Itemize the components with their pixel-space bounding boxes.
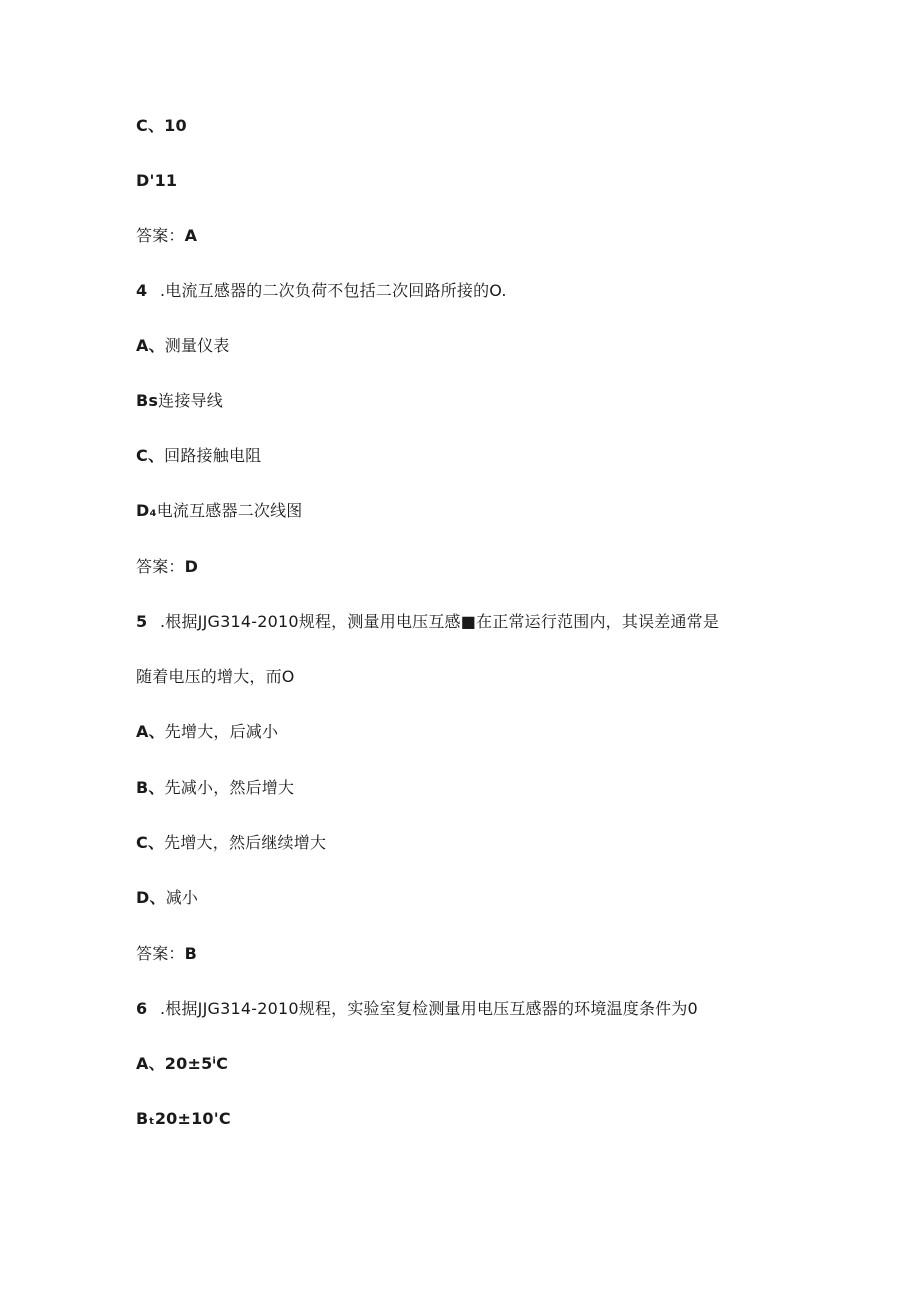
answer-line (136, 557, 198, 577)
question-4 (136, 281, 507, 301)
option-text: 先增大，后减小 (164, 722, 279, 741)
question-text: 随着电压的增大，而O (136, 667, 295, 686)
option-label: D' (136, 171, 155, 190)
answer-line (136, 944, 197, 964)
question-text: .根据JJG314-2010规程，测量用电压互感■在正常运行范围内，其误差通常是 (160, 612, 720, 631)
question-5 (136, 612, 719, 632)
option-b-line (136, 1109, 231, 1129)
answer-value: A (184, 226, 198, 245)
answer-value: B (184, 944, 198, 963)
option-label: C、 (136, 116, 165, 135)
question-5-continuation (136, 667, 295, 687)
option-label: C、 (136, 833, 165, 852)
option-label: C、 (136, 446, 165, 465)
option-label: A、 (136, 722, 165, 741)
option-text: 回路接触电阻 (164, 446, 262, 465)
option-text: 电流互感器二次线图 (156, 501, 303, 520)
option-c-line (136, 116, 187, 136)
option-label: A、 (136, 1054, 165, 1073)
option-label: A、 (136, 336, 165, 355)
option-label: D₄ (136, 501, 157, 520)
option-text: 先减小，然后增大 (164, 778, 295, 797)
question-6 (136, 999, 698, 1019)
option-d-line (136, 501, 303, 521)
option-text: 先增大，然后继续增大 (164, 833, 327, 852)
answer-label: 答案： (136, 226, 185, 245)
option-text: 连接导线 (158, 391, 223, 410)
question-text: .电流互感器的二次负荷不包括二次回路所接的O. (160, 281, 507, 300)
option-label: D、 (136, 888, 166, 907)
option-text: 10 (164, 116, 187, 135)
question-number: 6 (136, 999, 148, 1018)
question-text: .根据JJG314-2010规程，实验室复检测量用电压互感器的环境温度条件为0 (160, 999, 698, 1018)
option-a-line (136, 336, 230, 356)
option-text: 20±5ⁱC (164, 1054, 229, 1073)
option-d-line (136, 888, 198, 908)
question-number: 4 (136, 281, 148, 300)
option-label: Bₜ (136, 1109, 155, 1128)
option-a-line (136, 722, 278, 742)
option-label: B、 (136, 778, 165, 797)
question-number: 5 (136, 612, 148, 631)
answer-value: D (184, 557, 199, 576)
option-c-line (136, 833, 326, 853)
option-b-line (136, 391, 223, 411)
answer-label: 答案： (136, 944, 185, 963)
option-text: 测量仪表 (164, 336, 230, 355)
answer-label: 答案： (136, 557, 185, 576)
option-c-line (136, 446, 261, 466)
option-d-line (136, 171, 177, 191)
option-label: Bs (136, 391, 159, 410)
option-text: 减小 (165, 888, 199, 907)
option-text: 11 (154, 171, 178, 190)
answer-line (136, 226, 197, 246)
option-a-line (136, 1054, 228, 1074)
option-b-line (136, 778, 294, 798)
option-text: 20±10'C (154, 1109, 231, 1128)
